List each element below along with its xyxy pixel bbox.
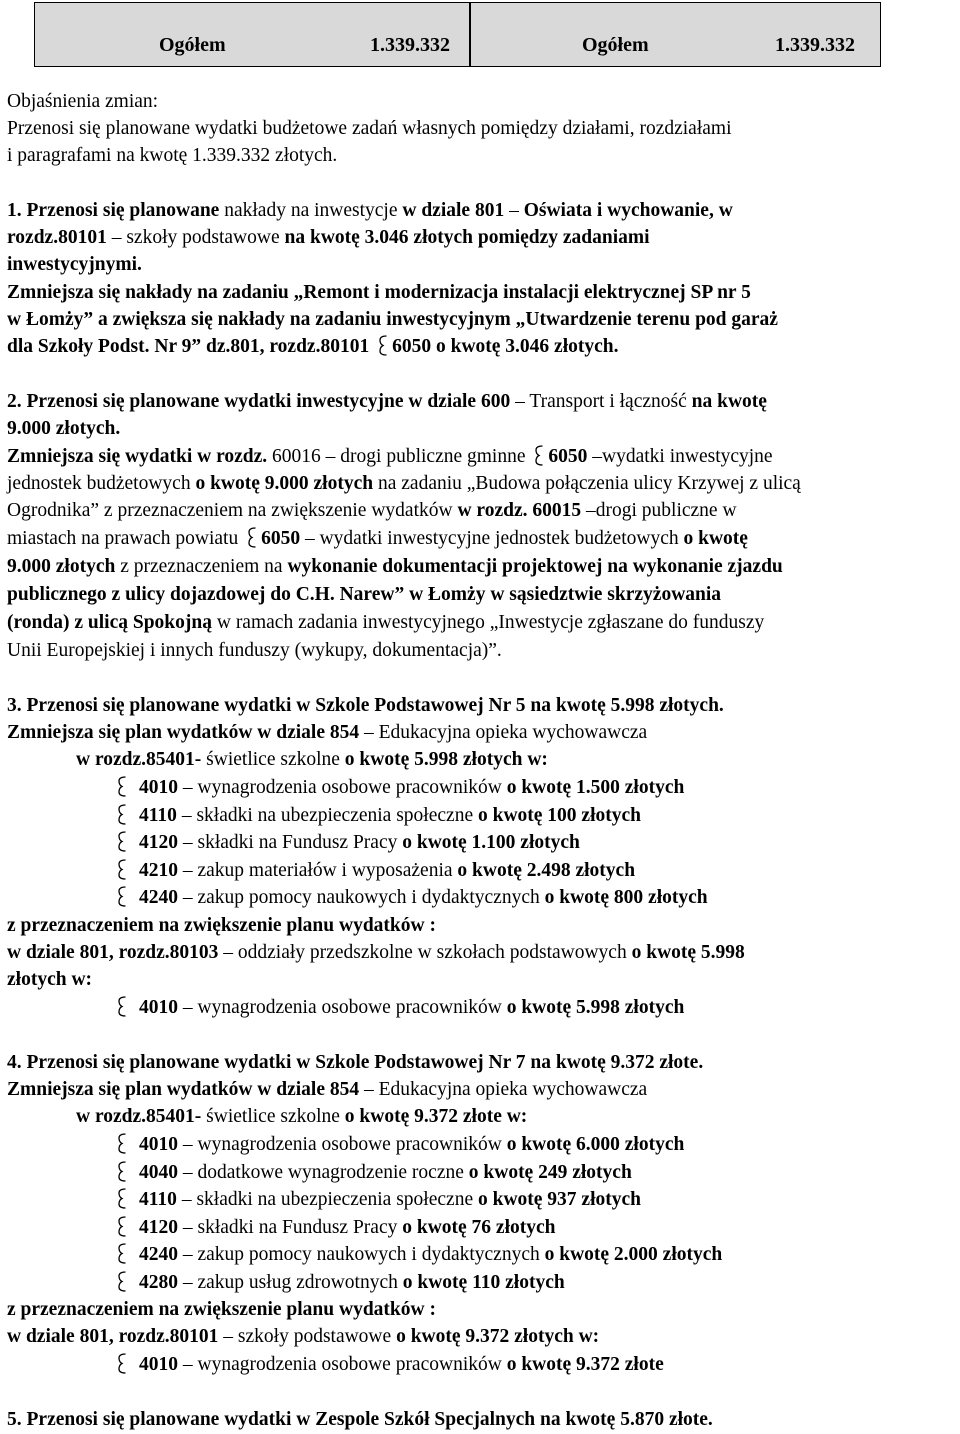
totals-divider xyxy=(469,3,471,66)
budget-item-row xyxy=(117,884,708,911)
budget-item-row xyxy=(117,1131,684,1158)
s1-line-6 xyxy=(7,333,619,360)
budget-item-row xyxy=(117,774,684,801)
s2-l4c: na zadaniu „Budowa połączenia ulicy Krzywej z ulicą xyxy=(373,473,801,494)
s1-l1d: – xyxy=(504,200,524,221)
item-code: 4120 xyxy=(139,1216,178,1238)
s1-l6b: 6050 o kwotę 3.046 złotych. xyxy=(392,336,619,357)
paragraph-symbol-icon xyxy=(117,1353,127,1374)
s2-line-2: 9.000 złotych. xyxy=(7,418,121,439)
item-amount: o kwotę 2.498 złotych xyxy=(457,859,636,881)
budget-item-row xyxy=(117,1214,556,1241)
s1-l1c: w dziale 801 xyxy=(402,200,505,221)
s2-l5a: Ogrodnika” z przeznaczeniem na zwiększenie wydatków xyxy=(7,500,458,521)
s4-line-1: 4. Przenosi się planowane wydatki w Szkole Podstawowej Nr 7 na kwotę 9.372 złote. xyxy=(7,1052,704,1073)
totals-left-label: Ogółem xyxy=(159,34,226,56)
s1-line-2 xyxy=(7,224,650,251)
s1-line-1 xyxy=(7,197,733,224)
s3-l5c: o kwotę 5.998 xyxy=(631,942,745,963)
paragraph-symbol-icon xyxy=(117,1188,127,1209)
budget-item-row xyxy=(117,1159,632,1186)
s4-line-3 xyxy=(76,1103,527,1130)
s3-l3b: świetlice szkolne xyxy=(201,749,345,770)
paragraph-symbol-icon xyxy=(117,996,127,1017)
item-amount: o kwotę 800 złotych xyxy=(544,887,708,909)
s1-line-5: w Łomży” a zwiększa się nakłady na zadaniu inwestycyjnym „Utwardzenie terenu pod garaż xyxy=(7,309,778,330)
s4-l5c: o kwotę 9.372 złotych w: xyxy=(396,1326,600,1347)
intro-line-2: i paragrafami na kwotę 1.339.332 złotych. xyxy=(7,145,338,166)
s2-l1c: na kwotę xyxy=(691,391,767,412)
s2-l1a: 2. Przenosi się planowane wydatki inwestycyjne w dziale 600 xyxy=(7,391,511,412)
s3-final-desc: – wynagrodzenia osobowe pracowników xyxy=(178,997,507,1018)
s2-l9a: (ronda) z ulicą Spokojną xyxy=(7,612,212,633)
item-amount: o kwotę 937 złotych xyxy=(477,1189,641,1211)
intro-line-1: Przenosi się planowane wydatki budżetowe zadań własnych pomiędzy działami, rozdziałami xyxy=(7,118,732,139)
s2-line-7 xyxy=(7,553,783,580)
s5-line-1: 5. Przenosi się planowane wydatki w Zespole Szkół Specjalnych na kwotę 5.870 złote. xyxy=(7,1409,713,1430)
item-code: 4210 xyxy=(139,859,178,881)
paragraph-symbol-icon xyxy=(117,1243,127,1264)
item-code: 4110 xyxy=(139,804,177,826)
s4-l3c: o kwotę 9.372 złote w: xyxy=(344,1106,528,1127)
s2-l1b: – Transport i łączność xyxy=(510,391,692,412)
s2-l7a: 9.000 złotych xyxy=(7,556,116,577)
paragraph-symbol-icon xyxy=(117,1216,127,1237)
s2-l7c: wykonanie dokumentacji projektowej na wykonanie zjazdu xyxy=(287,556,783,577)
item-code: 4240 xyxy=(139,887,178,909)
s3-line-4: z przeznaczeniem na zwiększenie planu wydatków : xyxy=(7,915,436,936)
s4-l3a: w rozdz.85401- xyxy=(76,1106,202,1127)
item-code: 4240 xyxy=(139,1244,178,1266)
item-amount: o kwotę 100 złotych xyxy=(477,804,641,826)
item-code: 4010 xyxy=(139,1134,178,1155)
s3-line-6: złotych w: xyxy=(7,969,93,990)
s2-l7b: z przeznaczeniem na xyxy=(115,556,288,577)
budget-item-row xyxy=(117,1241,722,1268)
s3-l3c: o kwotę 5.998 złotych w: xyxy=(344,749,548,770)
s2-l3d: –wydatki inwestycyjne xyxy=(587,446,773,467)
s2-l9b: w ramach zadania inwestycyjnego „Inwestycje zgłaszane do funduszy xyxy=(211,612,765,633)
s2-l6d: o kwotę xyxy=(683,528,748,549)
item-amount: o kwotę 249 złotych xyxy=(468,1161,632,1183)
explanation-heading: Objaśnienia zmian: xyxy=(7,91,159,112)
paragraph-symbol-icon xyxy=(117,859,127,880)
s2-l3c: 6050 xyxy=(548,446,588,467)
s2-line-1 xyxy=(7,388,767,415)
s3-l2a: Zmniejsza się plan wydatków w dziale 854 xyxy=(7,722,360,743)
s4-l2b: – Edukacyjna opieka wychowawcza xyxy=(359,1079,648,1100)
item-amount: o kwotę 1.500 złotych xyxy=(506,777,685,798)
item-description: – zakup pomocy naukowych i dydaktycznych xyxy=(178,887,545,909)
s3-line-3 xyxy=(76,746,548,773)
s4-final-item xyxy=(117,1351,664,1378)
s3-final-code: 4010 xyxy=(139,997,178,1018)
s4-line-2 xyxy=(7,1076,647,1103)
paragraph-symbol-icon xyxy=(247,527,257,548)
s2-l4a: jednostek budżetowych xyxy=(7,473,196,494)
budget-item-row xyxy=(117,857,635,884)
s2-l3b: 60016 – drogi publiczne gminne xyxy=(267,446,531,467)
item-description: – zakup materiałów i wyposażenia xyxy=(178,859,458,881)
item-description: – składki na Fundusz Pracy xyxy=(178,1216,403,1238)
s2-l6a: miastach na prawach powiatu xyxy=(7,528,244,549)
s4-final-desc: – wynagrodzenia osobowe pracowników xyxy=(178,1354,507,1375)
totals-right-value: 1.339.332 xyxy=(775,34,855,56)
paragraph-symbol-icon xyxy=(378,335,388,356)
s3-line-1: 3. Przenosi się planowane wydatki w Szkole Podstawowej Nr 5 na kwotę 5.998 złotych. xyxy=(7,695,724,716)
s3-l5a: w dziale 801, rozdz.80103 xyxy=(7,942,219,963)
paragraph-symbol-icon xyxy=(117,1161,127,1182)
s2-l6c: – wydatki inwestycyjne jednostek budżetowych xyxy=(300,528,684,549)
s4-final-code: 4010 xyxy=(139,1354,178,1375)
s1-l2a: rozdz.80101 xyxy=(7,227,107,248)
s4-l5a: w dziale 801, rozdz.80101 xyxy=(7,1326,219,1347)
s1-l6a: dla Szkoły Podst. Nr 9” dz.801, rozdz.80101 xyxy=(7,336,370,357)
paragraph-symbol-icon xyxy=(117,831,127,852)
item-code: 4280 xyxy=(139,1272,178,1293)
s4-l2a: Zmniejsza się plan wydatków w dziale 854 xyxy=(7,1079,360,1100)
paragraph-symbol-icon xyxy=(117,1271,127,1292)
s2-line-6 xyxy=(7,525,748,552)
item-description: – wynagrodzenia osobowe pracowników xyxy=(178,777,507,798)
s2-line-4 xyxy=(7,470,801,497)
paragraph-symbol-icon xyxy=(117,886,127,907)
s4-line-5 xyxy=(7,1323,599,1350)
s2-line-9 xyxy=(7,609,764,636)
s1-line-3: inwestycyjnymi. xyxy=(7,254,142,275)
s2-l5b: w rozdz. 60015 xyxy=(457,500,582,521)
s2-line-5 xyxy=(7,497,737,524)
paragraph-symbol-icon xyxy=(117,804,127,825)
s1-l1b: nakłady na inwestycje xyxy=(219,200,403,221)
budget-item-row xyxy=(117,829,580,856)
s3-final-item xyxy=(117,994,684,1021)
budget-item-row xyxy=(117,1186,641,1213)
budget-item-row xyxy=(117,1269,565,1296)
s2-line-8: publicznego z ulicy dojazdowej do C.H. Narew” w Łomży w sąsiedztwie skrzyżowania xyxy=(7,584,722,605)
item-amount: o kwotę 76 złotych xyxy=(402,1216,556,1238)
s1-l2c: na kwotę 3.046 złotych pomiędzy zadaniami xyxy=(284,227,650,248)
s4-l5b: – szkoły podstawowe xyxy=(218,1326,397,1347)
item-description: – zakup usług zdrowotnych xyxy=(178,1272,403,1293)
s4-l3b: świetlice szkolne xyxy=(201,1106,345,1127)
item-code: 4040 xyxy=(139,1161,178,1183)
paragraph-symbol-icon xyxy=(117,776,127,797)
s2-l5c: –drogi publiczne w xyxy=(581,500,737,521)
s1-l1e: Oświata i wychowanie, w xyxy=(523,200,733,221)
s3-l5b: – oddziały przedszkolne w szkołach podstawowych xyxy=(218,942,632,963)
item-code: 4010 xyxy=(139,777,178,798)
item-code: 4120 xyxy=(139,832,178,854)
paragraph-symbol-icon xyxy=(534,445,544,466)
item-description: – składki na ubezpieczenia społeczne xyxy=(176,804,478,826)
budget-item-row xyxy=(117,802,641,829)
s3-l2b: – Edukacyjna opieka wychowawcza xyxy=(359,722,648,743)
s2-l3a: Zmniejsza się wydatki w rozdz. xyxy=(7,446,268,467)
item-description: – składki na Fundusz Pracy xyxy=(178,832,403,854)
s1-l1a: 1. Przenosi się planowane xyxy=(7,200,220,221)
s2-line-3 xyxy=(7,443,773,470)
s2-line-10: Unii Europejskiej i innych funduszy (wykupy, dokumentacja)”. xyxy=(7,640,502,661)
item-amount: o kwotę 6.000 złotych xyxy=(506,1134,685,1155)
s3-final-amount: o kwotę 5.998 złotych xyxy=(506,997,685,1018)
totals-right-label: Ogółem xyxy=(582,34,649,56)
item-amount: o kwotę 1.100 złotych xyxy=(402,832,580,854)
s4-line-4: z przeznaczeniem na zwiększenie planu wydatków : xyxy=(7,1299,436,1320)
item-description: – wynagrodzenia osobowe pracowników xyxy=(178,1134,507,1155)
totals-row xyxy=(34,2,881,67)
item-description: – zakup pomocy naukowych i dydaktycznych xyxy=(178,1244,545,1266)
s2-l4b: o kwotę 9.000 złotych xyxy=(195,473,374,494)
s2-l6b: 6050 xyxy=(261,528,301,549)
item-description: – składki na ubezpieczenia społeczne xyxy=(176,1189,478,1211)
item-code: 4110 xyxy=(139,1189,177,1211)
item-amount: o kwotę 110 złotych xyxy=(402,1272,565,1293)
s1-line-4: Zmniejsza się nakłady na zadaniu „Remont i modernizacja instalacji elektrycznej SP nr 5 xyxy=(7,282,751,303)
s3-l3a: w rozdz.85401- xyxy=(76,749,202,770)
s3-line-5 xyxy=(7,939,745,966)
item-amount: o kwotę 2.000 złotych xyxy=(544,1244,723,1266)
s1-l2b: – szkoły podstawowe xyxy=(106,227,285,248)
s4-final-amount: o kwotę 9.372 złote xyxy=(506,1354,664,1375)
paragraph-symbol-icon xyxy=(117,1133,127,1154)
item-description: – dodatkowe wynagrodzenie roczne xyxy=(178,1161,469,1183)
s3-line-2 xyxy=(7,719,647,746)
totals-left-value: 1.339.332 xyxy=(370,34,450,56)
